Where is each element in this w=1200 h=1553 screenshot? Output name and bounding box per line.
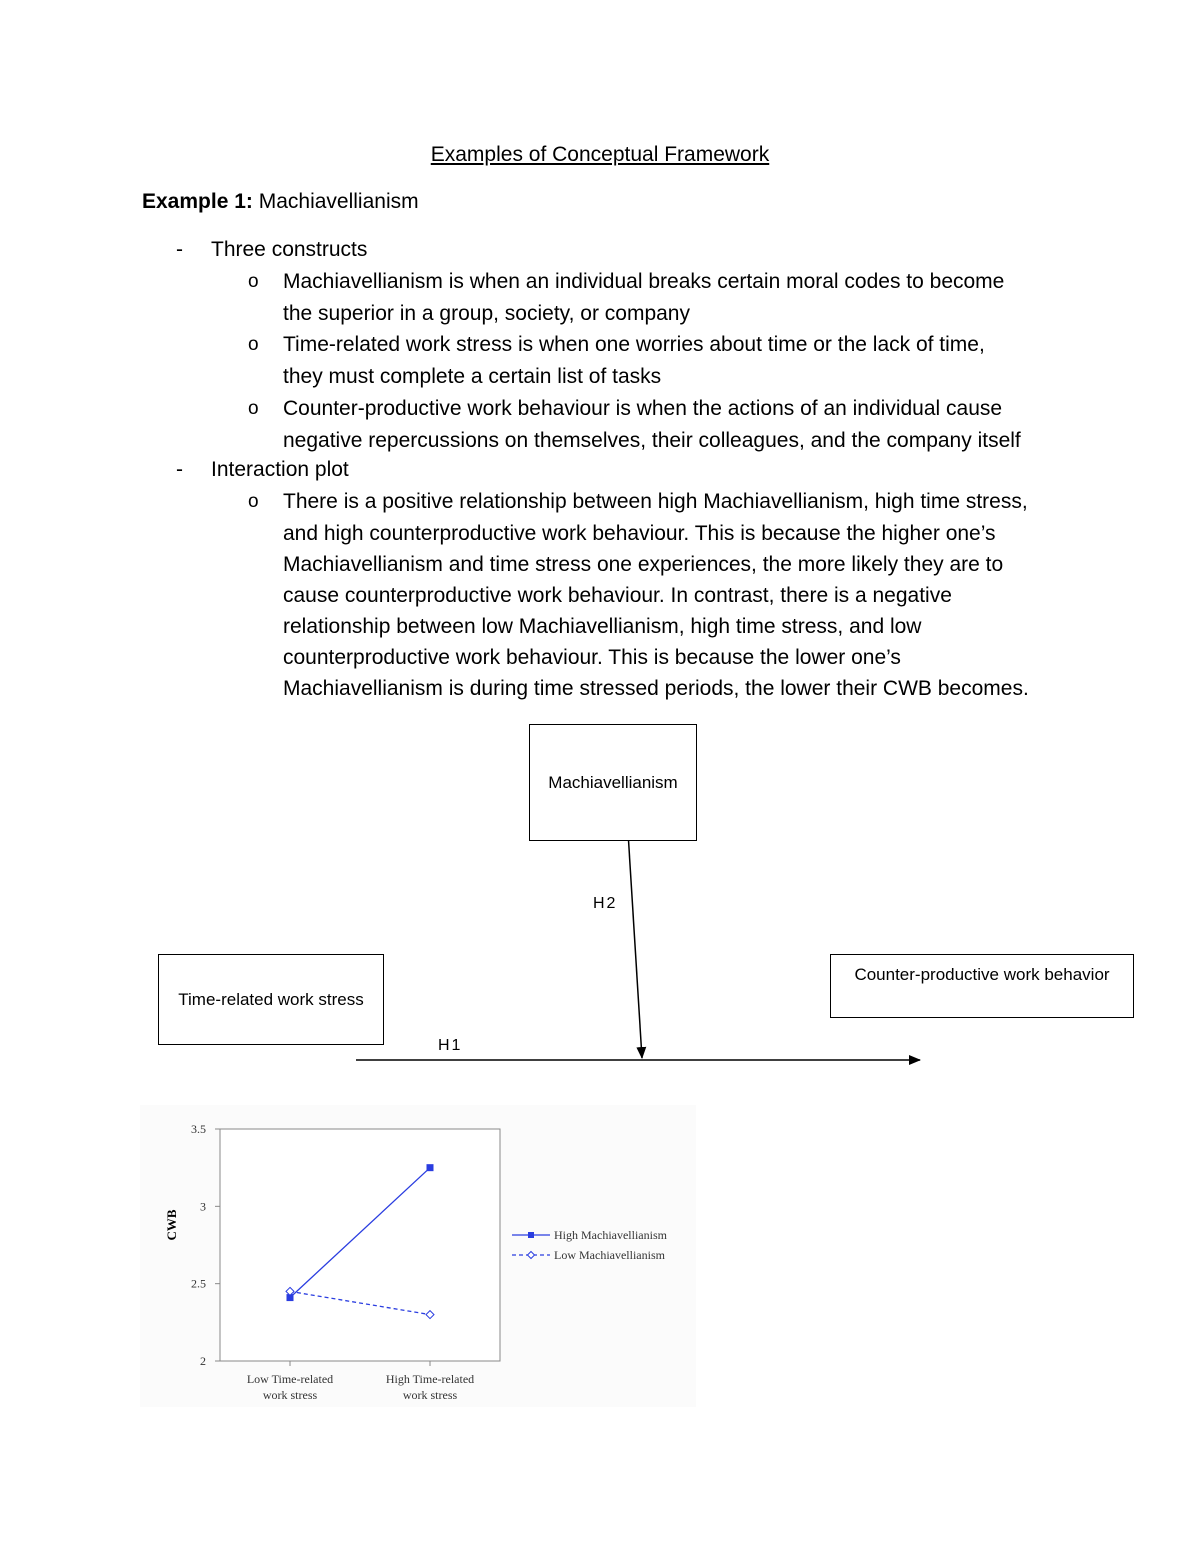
x-tick-label: High Time-related — [385, 1372, 475, 1386]
x-tick-label: work stress — [262, 1388, 318, 1402]
construct-3-line-1: Counter-productive work behaviour is when the actions of an individual cause — [283, 397, 1003, 420]
paragraph-line: counterproductive work behaviour. This is because the lower one’s — [283, 646, 901, 669]
legend-marker-square — [528, 1232, 534, 1238]
circle-bullet: o — [248, 491, 259, 512]
paragraph-line: relationship between low Machiavellianism, high time stress, and low — [283, 615, 922, 638]
circle-bullet: o — [248, 398, 259, 419]
y-tick-label: 3.5 — [191, 1122, 206, 1136]
dash-bullet: - — [176, 458, 183, 481]
paragraph-line: and high counterproductive work behaviour. This is because the higher one’s — [283, 522, 996, 545]
construct-1-line-2: the superior in a group, society, or company — [283, 302, 690, 325]
y-tick-label: 3 — [200, 1199, 206, 1214]
example-topic: Machiavellianism — [252, 190, 419, 213]
independent-variable-box — [158, 954, 384, 1045]
construct-2-line-1: Time-related work stress is when one worries about time or the lack of time, — [283, 333, 985, 356]
h2-label: H2 — [593, 895, 618, 912]
circle-bullet: o — [248, 271, 259, 292]
y-tick-label: 2.5 — [191, 1276, 206, 1291]
independent-variable-label: Time-related work stress — [178, 989, 364, 1009]
paragraph-line: Machiavellianism is during time stressed periods, the lower their CWB becomes. — [283, 677, 1029, 700]
construct-3-line-2: negative repercussions on themselves, their colleagues, and the company itself — [283, 429, 1021, 452]
construct-2-line-2: they must complete a certain list of tasks — [283, 365, 662, 388]
h1-label: H1 — [438, 1037, 463, 1054]
dependent-variable-box — [830, 954, 1134, 1018]
x-tick-label: work stress — [402, 1388, 458, 1402]
moderator-label: Machiavellianism — [548, 772, 678, 792]
moderator-box — [529, 724, 697, 841]
section-heading-interaction: Interaction plot — [211, 458, 349, 481]
legend-label: High Machiavellianism — [554, 1228, 667, 1242]
paragraph-line: There is a positive relationship between high Machiavellianism, high time stress, — [283, 490, 1028, 513]
h2-arrow — [628, 832, 642, 1058]
legend-label: Low Machiavellianism — [554, 1248, 665, 1262]
x-tick-label: Low Time-related — [246, 1372, 334, 1386]
data-point-square — [427, 1164, 434, 1171]
paragraph-line: Machiavellianism and time stress one experiences, the more likely they are to — [283, 553, 1004, 576]
y-tick-label: 2 — [200, 1354, 206, 1368]
plot-area — [220, 1129, 500, 1361]
paragraph-line: cause counterproductive work behaviour. In contrast, there is a negative — [283, 584, 952, 607]
dash-bullet: - — [176, 238, 183, 261]
example-label: Example 1: — [142, 190, 253, 213]
construct-1-line-1: Machiavellianism is when an individual breaks certain moral codes to become — [283, 270, 1005, 293]
section-heading-constructs: Three constructs — [211, 238, 368, 261]
dependent-variable-label: Counter-productive work behavior — [854, 965, 1110, 984]
page-title: Examples of Conceptual Framework — [430, 143, 770, 166]
y-axis-label: CWB — [164, 1209, 179, 1241]
interaction-plot — [140, 1105, 696, 1407]
circle-bullet: o — [248, 334, 259, 355]
